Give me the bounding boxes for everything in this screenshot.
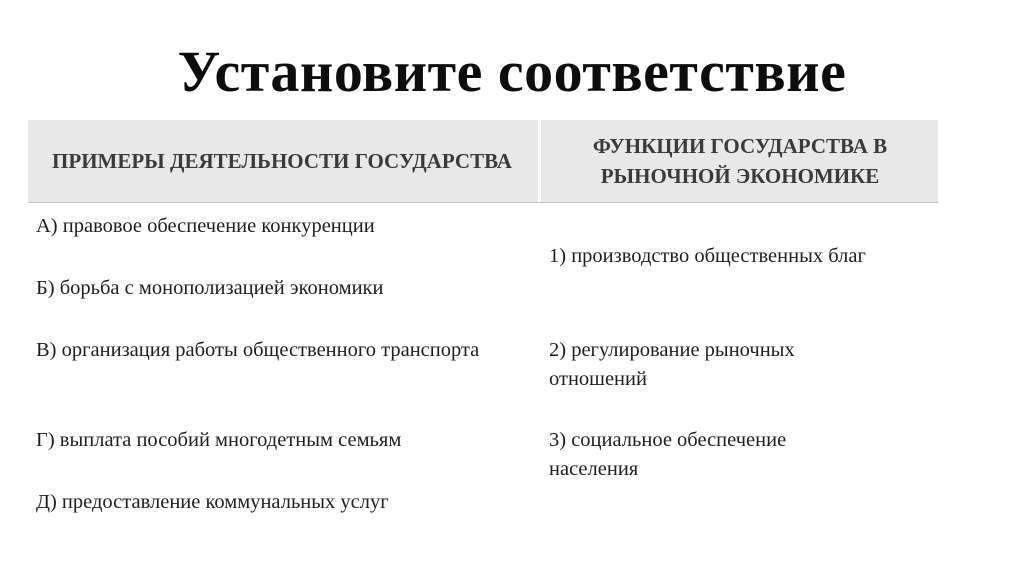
column-separator <box>538 120 541 202</box>
function-item-2: 2) регулирование рыночных отношений <box>549 339 795 390</box>
example-item-g: Г) выплата пособий многодетным семьям <box>36 429 402 451</box>
header-functions: ФУНКЦИИ ГОСУДАРСТВА В РЫНОЧНОЙ ЭКОНОМИКЕ <box>592 134 888 188</box>
function-item-3: 3) социальное обеспечение населения <box>549 429 787 480</box>
example-item-b: Б) борьба с монополизацией экономики <box>36 277 384 299</box>
example-item-v: В) организация работы общественного транспорта <box>36 339 480 361</box>
table-header-row <box>28 120 938 203</box>
example-item-d: Д) предоставление коммунальных услуг <box>36 491 389 513</box>
example-item-a: А) правовое обеспечение конкуренции <box>36 215 375 237</box>
header-examples: ПРИМЕРЫ ДЕЯТЕЛЬНОСТИ ГОСУДАРСТВА <box>52 149 512 173</box>
slide-title: Установите соответствие <box>177 39 847 104</box>
function-item-1: 1) производство общественных благ <box>549 245 866 267</box>
matching-table <box>28 120 938 550</box>
